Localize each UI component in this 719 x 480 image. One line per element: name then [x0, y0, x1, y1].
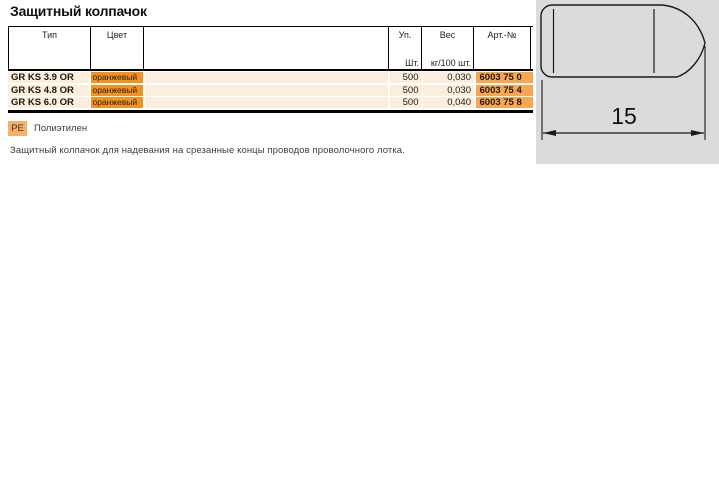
table-bottom-rule — [8, 110, 533, 113]
header-spacer — [143, 27, 388, 69]
material-name: Полиэтилен — [34, 123, 88, 134]
header-art-no: Арт.-№ — [473, 27, 531, 69]
cell-type: GR KS 4.8 OR — [8, 85, 89, 96]
cell-weight: 0,030 — [423, 85, 474, 96]
cell-art-no: 6003 75 4 — [476, 85, 534, 96]
cell-weight: 0,040 — [423, 97, 474, 108]
page-title: Защитный колпачок — [10, 3, 147, 19]
cell-art-no: 6003 75 8 — [476, 97, 534, 108]
header-type: Тип — [8, 27, 90, 69]
cell-type: GR KS 6.0 OR — [8, 97, 89, 108]
table-row — [8, 97, 533, 108]
header-color: Цвет — [90, 27, 143, 69]
cap-outline-shape — [541, 5, 705, 77]
material-badge: PE — [8, 121, 27, 136]
cell-pack: 500 — [390, 97, 422, 108]
cell-spacer — [145, 72, 389, 83]
cell-art-no: 6003 75 0 — [476, 72, 534, 83]
cell-color: оранжевый — [91, 85, 144, 96]
product-table — [8, 26, 533, 113]
cell-color: оранжевый — [91, 72, 144, 83]
cell-pack: 500 — [390, 85, 422, 96]
cell-pack: 500 — [390, 72, 422, 83]
cell-color: оранжевый — [91, 97, 144, 108]
dimension-arrow-left — [543, 130, 556, 136]
cell-weight: 0,030 — [423, 72, 474, 83]
table-body — [8, 72, 533, 108]
cell-spacer — [145, 97, 389, 108]
material-note — [8, 121, 87, 136]
dimension-arrow-right — [691, 130, 704, 136]
cap-drawing — [536, 0, 719, 164]
table-row — [8, 85, 533, 96]
cell-type: GR KS 3.9 OR — [8, 72, 89, 83]
product-description: Защитный колпачок для надевания на срезанные концы проводов проволочного лотка. — [10, 145, 405, 156]
technical-drawing-panel — [536, 0, 719, 164]
dimension-label: 15 — [611, 103, 637, 129]
cell-spacer — [145, 85, 389, 96]
table-row — [8, 72, 533, 83]
header-pack: Уп. Шт. — [388, 27, 421, 69]
header-weight: Вес кг/100 шт. — [421, 27, 473, 69]
table-header-row — [8, 26, 533, 71]
